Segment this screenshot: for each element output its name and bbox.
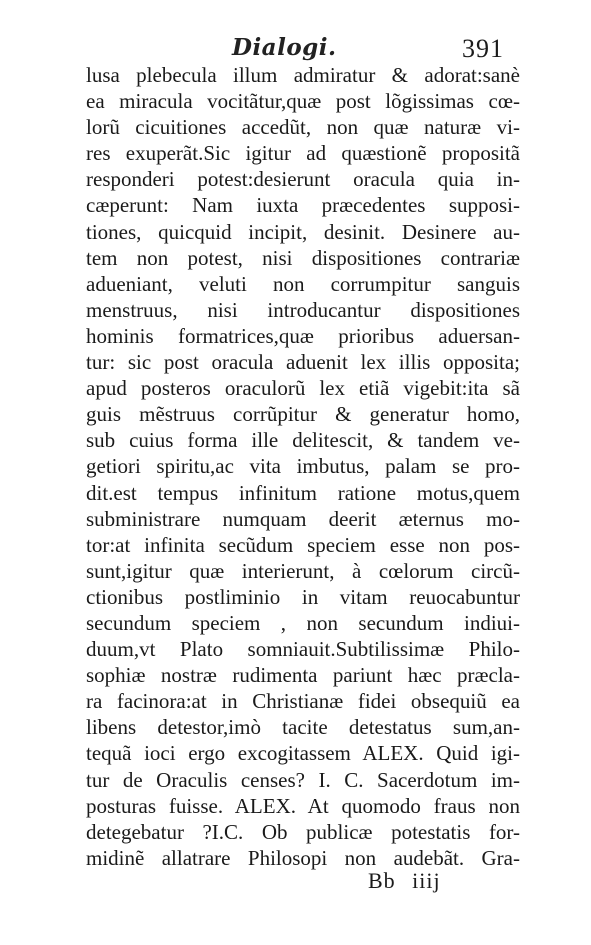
text-line: res exuperãt.Sic igitur ad quæstionẽ propositã [86,141,520,166]
text-line: sub cuius forma ille delitescit, & tandem ve- [86,428,520,453]
text-line: hominis formatrices,quæ prioribus aduersan- [86,323,520,348]
text-line: posturas fuisse. ALEX. At quomodo fraus non [86,793,520,818]
text-line: tequã ioci ergo excogitassem ALEX. Quid igi- [86,741,520,766]
text-line: tem non potest, nisi dispositiones contrariæ [86,245,520,270]
text-line: tur de Oraculis censes? I. C. Sacerdotum im- [86,767,520,792]
text-line: midinẽ allatrare Philosopi non audebãt. Gra- [86,845,520,870]
text-line: secundum speciem , non secundum indiui- [86,610,520,635]
text-line: duum,vt Plato somniauit.Subtilissimæ Philo- [86,637,520,662]
page-footer [0,868,591,898]
text-line: sunt,igitur quæ interierunt, à cœlorum circũ- [86,558,520,583]
text-line: tur: sic post oracula aduenit lex illis opposita; [86,350,520,375]
text-line: lorũ cicuitiones accedũt, non quæ naturæ vi- [86,115,520,140]
text-line: lusa plebecula illum admiratur & adorat:sanè [86,63,520,87]
text-line: getiori spiritu,ac vita imbutus, palam se pro- [86,454,520,479]
text-line: ctionibus postliminio in vitam reuocabuntur [86,584,520,609]
text-line: responderi potest:desierunt oracula quia in- [86,167,520,192]
text-line: ra facinora:at in Christianæ fidei obsequiũ ea [86,689,520,714]
text-line: libens detestor,imò tacite detestatus sum,an- [86,715,520,740]
text-line: subministrare numquam deerit æternus mo- [86,506,520,531]
text-line: detegebatur ?I.C. Ob publicæ potestatis for- [86,819,520,844]
text-line: tor:at infinita secũdum speciem esse non pos- [86,532,520,557]
text-line: sophiæ nostræ rudimenta pariunt hæc præcla- [86,663,520,688]
text-line: tiones, quicquid incipit, desinit. Desinere au- [86,219,520,244]
text-line: menstruus, nisi introducantur dispositiones [86,297,520,322]
running-head: Dialogi. [232,34,337,61]
signature-mark: Bb iiij [368,868,441,893]
text-line: cæperunt: Nam iuxta præcedentes supposi- [86,193,520,218]
text-line: guis mẽstruus corrũpitur & generatur homo, [86,402,520,427]
text-line: ea miracula vocitãtur,quæ post lõgissimas cœ- [86,89,520,114]
text-line: adueniant, veluti non corrumpitur sanguis [86,271,520,296]
body-text [86,62,520,871]
page-number: 391 [462,34,504,63]
text-line: apud posteros oraculorũ lex etiã vigebit:ita sã [86,376,520,401]
text-line: dit.est tempus infinitum ratione motus,quem [86,480,520,505]
